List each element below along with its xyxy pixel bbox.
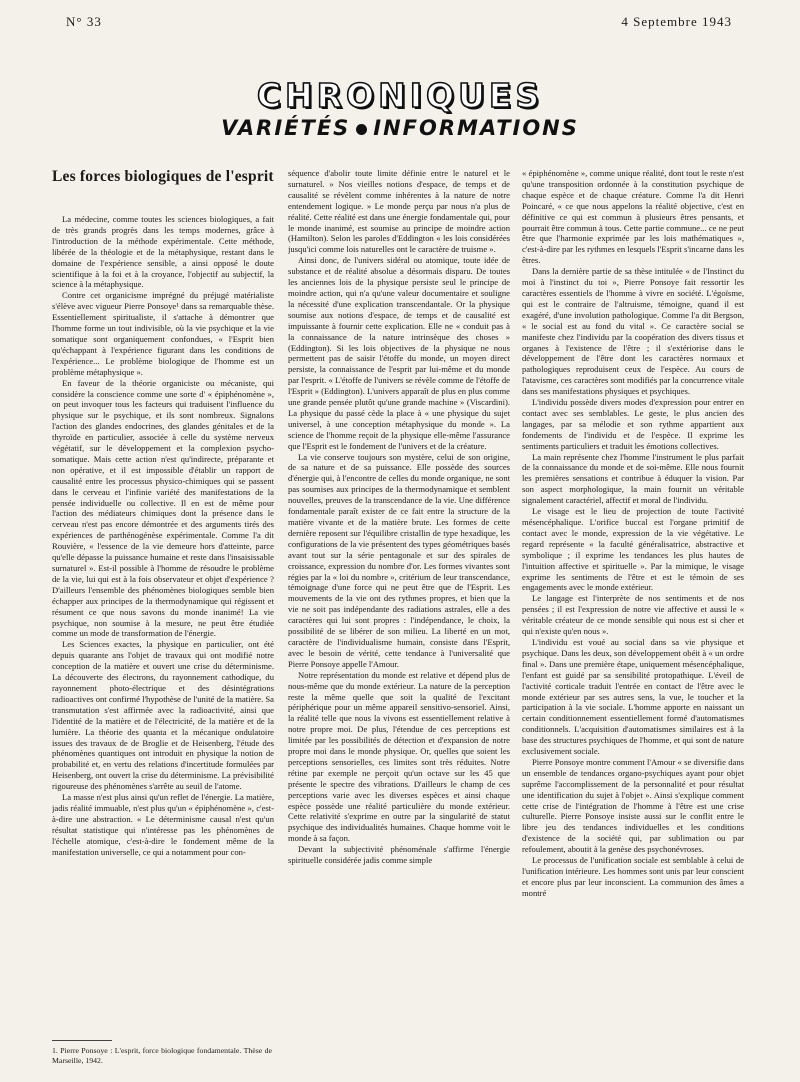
paragraph: La vie conserve toujours son mystère, celui de son origine, de sa nature et de sa puissance. Elle possède des sources d'énergie qui, à l'encontre de celles du monde organique, ne sont pas soumises aux principes de la thermodynamique et semblent nouvelles, preuves de la transcendance de la vie. Une différence fondamentale paraît exister de ce fait entre la structure de la matière vivante et de la matière brute. Les formes de cette dernière reposent sur l'équilibre cristallin de type hexadique, les configurations de la vie présentent des types géométriques basés avant tout sur la série pentagonale et sur des spirales de croissance, expression du nombre d'or. Les formes vivantes sont régies par la « loi du nombre », critérium de leur transcendance, témoignage d'une force qui ne peut être que de l'Esprit. Les mouvements de la vie ont des rythmes propres, et bien que la vie ne soit pas indépendante des radiations astrales, elle a des caractères qui lui sont propres : l'indépendance, le choix, la possibilité de se libérer de son milieu. La liberté en un mot, caractère de l'individualisme humain, consiste dans l'Esprit, avec le besoin de vérité, cette tendance à l'universalité que Pierre Ponsoye appelle l'Amour. (288, 451, 510, 669)
paragraph: La médecine, comme toutes les sciences biologiques, a fait de très grands progrès dans les temps modernes, grâce à l'introduction de la méthode expérimentale. Cette méthode, libérée de la théologie et de la métaphysique, restant dans le domaine de l'expérience sensible, a ainsi opposé le doute scientifique à la foi et à la croyance, l'objectif au subjectif, la science à la métaphysique. (52, 214, 274, 290)
paragraph: Pierre Ponsoye montre comment l'Amour « se diversifie dans un ensemble de tendances organo-psychiques ayant pour objet suprême l'accomplissement de la personnalité et pour résultat une identification du sujet à l'objet ». Ainsi s'explique comment cette crise de l'intégration de l'homme à l'être est une crise culturelle. Pierre Ponsoye insiste aussi sur le conflit entre le libre jeu des tendances individuelles et les conditions d'existence de la société qui, par sublimation ou par refoulement, aboutit à la genèse des psychonévroses. (522, 756, 744, 855)
paragraph: Devant la subjectivité phénoménale s'affirme l'énergie spirituelle considérée jadis comme simple (288, 844, 510, 866)
footnote (52, 1040, 272, 1066)
article-column-2 (288, 168, 510, 1058)
paragraph: Les Sciences exactes, la physique en particulier, ont été depuis quarante ans l'objet de travaux qui ont modifié notre conception de la matière et ouvert une crise du déterminisme. La découverte des électrons, du rayonnement cathodique, du rayonnement photo-électrique et des désintégrations radioactives ont confirmé l'hypothèse de l'unité de la matière. Sa transmutation s'est affirmée avec la radioactivité, ainsi que l'identité de la matière et de l'électricité, de la matière et de la lumière. La théorie des quanta et la mécanique ondulatoire issues des travaux de de Broglie et de Heisenberg, l'étude des phénomènes quantiques ont introduit en physique la notion de probabilité et, en vertu des relations d'incertitude formulées par Heisenberg, ont ouvert la crise du déterminisme. La prévisibilité rigoureuse des phénomènes s'arrête au seuil de l'atome. (52, 639, 274, 792)
paragraph: En faveur de la théorie organiciste ou mécaniste, qui considère la conscience comme une sorte d' « épiphénomène », on peut invoquer tous les facteurs qui traduisent l'influence du physique sur le psychique, et ils sont nombreux. Signalons l'action des glandes endocrines, des glandes génitales et de la thyroïde en particulier, associée à celle du système nerveux végétatif, sur le développement et la complexion psycho-somatique. Mais cette action n'est qu'indirecte, préparante et non opérative, et il est impossible d'établir un rapport de causalité entre les processus physico-chimiques qui se passent dans le cerveau et l'infinie variété des manifestations de la pensée individuelle ou collective. Il en est de même pour l'action des médiateurs chimiques dont la présence dans le cerveau n'est pas encore démontrée et des arguments tirés des expériences de parthénogénèse expérimentale. Comme l'a dit Rouvière, « l'essence de la vie demeure hors d'atteinte, parce qu'elle dépasse la puissance humaine et reste dans l'insaisissable surnaturel ». Est-il possible à l'homme de résoudre le problème de la vie, lui qui est à la fois observateur et objet d'expérience ? D'ailleurs l'ensemble des phénomènes biologiques semble bien échapper aux principes de la thermodynamique qui régissent et résument ce que nous savons du monde inanimé! La vie psychique, non soumise à la mesure, ne peut être étudiée comme un mode de transformation de l'énergie. (52, 377, 274, 639)
paragraph: Le processus de l'unification sociale est semblable à celui de l'unification intérieure. Les hommes sont unis par leur conscient et encore plus par leur inconscient. La communion des âmes a montré (522, 855, 744, 898)
paragraph: La main représente chez l'homme l'instrument le plus parfait de la connaissance du monde et de soi-même. Elle nous fournit les premières sensations et contribue à éduquer la vision. Par son aspect morphologique, la main fournit un véritable signalement caractériel, affectif et moral de l'individu. (522, 451, 744, 506)
paragraph: La masse n'est plus ainsi qu'un reflet de l'énergie. La matière, jadis réalité immuable, n'est plus qu'un « épiphénomène », c'est-à-dire une abstraction. « Le déterminisme causal n'est qu'un résultat statistique qui n'intéresse pas les phénomènes de l'échelle atomique, c'est-à-dire le fondement même de la manifestation universelle, ce qui a notamment pour con- (52, 792, 274, 857)
article-column-1 (52, 168, 274, 1058)
paragraph: L'individu possède divers modes d'expression pour entrer en contact avec ses semblables. Le geste, le plus ancien des langages, par sa mélodie et son rythme appartient aux fondements de l'individu et de l'espèce. Il exprime les sentiments particuliers et traduit les émotions collectives. (522, 397, 744, 451)
footnote-divider (52, 1040, 112, 1041)
paragraph: Ainsi donc, de l'univers sidéral ou atomique, toute idée de substance et de réalité absolue a désormais disparu. De toutes les anciennes lois de la physique persiste seul le principe de moindre action, qui n'a qu'une valeur documentaire et souligne la nécessité d'une explication transcendantale. Or la physique soumise aux notions d'espace, de temps et de causalité est impuissante à fournir cette explication. Elle ne « conduit pas à la connaissance de la nature intrinsèque des choses » (Eddington). Si les lois objectives de la physique ne nous permettent pas de saisir l'étoffe du monde, un moyen direct persiste, la connaissance de l'esprit par lui-même et du monde par l'esprit. « L'étoffe de l'univers se révèle comme de l'étoffe de l'Esprit » (Eddington). L'univers apparaît de plus en plus comme une grande pensée plutôt qu'une grande machine » (Viscardini). La physique du passé cède la place à « une physique du sujet universel, à une conception métaphysique du monde ». La science de l'homme reçoit de la physique elle-même l'assurance que l'Esprit est le fondement de l'univers et de la créature. (288, 255, 510, 451)
paragraph: L'individu est voué au social dans sa vie physique et psychique. Dans les deux, son développement obéit à « un ordre final ». Dans une première étape, uniquement mésencéphalique, l'enfant est guidé par sa sensibilité protopathique. L'éveil de l'activité corticale traduit l'entrée en contact de l'être avec le monde extérieur par ses autres sens, la vue, le toucher et la participation à la vie sociale. L'homme apporte en naissant un certain conditionnement essentiellement formé d'automatismes conditionnels. L'acquisition d'automatismes similaires est à la base des structures psychiques de l'homme, et qui sont de nature exclusivement sociale. (522, 636, 744, 757)
paragraph: Notre représentation du monde est relative et dépend plus de nous-même que du monde extérieur. La nature de la perception reste la même quelle que soit la qualité de l'excitant périphérique pour un même appareil sensitivo-sensoriel. Ainsi, la réalité telle que nous la vivons est essentiellement relative à notre propre moi. De plus, l'étendue de ces perceptions est limitée par les possibilités de détection et d'expansion de notre propre moi dans le monde physique. Or, quelles que soient les perceptions sensorielles, ces limites sont très réduites. Notre rétine par exemple ne perçoit qu'un octave sur les 45 que présente le spectre des vibrations. D'ailleurs le champ de ces perceptions varie avec les diverses espèces et ainsi chaque espèce possède une réalité particulière du monde extérieur. Cette relativité s'exprime en outre par la singularité de statut psychique des individualités humaines. Chaque homme voit le monde à sa façon. (288, 669, 510, 844)
bullet-dot-icon (356, 124, 367, 135)
issue-date: 4 Septembre 1943 (621, 14, 732, 29)
paragraph: Contre cet organicisme imprégné du préjugé matérialiste s'élève avec vigueur Pierre Ponsoye¹ dans sa remarquable thèse. Essentiellement spiritualiste, il s'attache à démontrer que l'homme forme un tout indivisible, où la vie psychique et la vie somatique sont organiquement confondues, « l'Esprit bien qu'échappant à l'expérience figurant dans les conditions de l'expérience... Le problème biologique de l'homme est un problème métaphysique ». (52, 290, 274, 377)
paragraph: « épiphénomène », comme unique réalité, dont tout le reste n'est qu'une transposition ordonnée à la constitution psychique de chaque espèce et de chaque créature. Comme l'a dit Henri Poincaré, « ce que nous appelons la réalité objective, c'est en définitive ce qui est commun à plusieurs êtres pensants, et pourrait être commun à tous. Cette partie commune... ce ne peut être que l'harmonie exprimée par les lois mathématiques », c'est-à-dire par les rythmes en lesquels l'Esprit s'incarne dans les êtres. (522, 168, 744, 266)
masthead-informations: INFORMATIONS (373, 116, 579, 140)
article-title: Les forces biologiques de l'esprit (52, 168, 274, 185)
paragraph: séquence d'abolir toute limite définie entre le naturel et le surnaturel. » Nos vieilles notions d'espace, de temps et de causalité se révèlent comme inhérentes à la nature de notre entendement logique. » Le monde perçu par nous n'a plus de réalité. Cette réalité est dans une énergie fondamentale qui, pour le monde inanimé, est soumise au principe de moindre action (Hamilton). Selon les paroles d'Eddington « les lois considérées jusqu'ici comme lois naturelles ont le caractère de truisme ». (288, 168, 510, 255)
article-column-3 (522, 168, 744, 1058)
paragraph: Le langage est l'interprète de nos sentiments et de nos pensées ; il est l'expression de notre vie affective et aussi le « véritable créateur de ce monde sensible qui nous est si cher et qui n'existe qu'en nous ». (522, 593, 744, 637)
masthead-title: CHRONIQUES (256, 76, 544, 115)
footnote-text: 1. Pierre Ponsoye : L'esprit, force biologique fondamentale. Thèse de Marseille, 1942. (52, 1046, 272, 1065)
paragraph: Dans la dernière partie de sa thèse intitulée « de l'Instinct du moi à l'instinct du toi », Pierre Ponsoye fait ressortir les caractères essentiels de l'homme à vivre en société. L'égoïsme, qui est le contraire de l'altruisme, témoigne, quand il est exagéré, d'une involution pathologique. Comme l'a dit Bergson, « le social est au fond du vital ». Ce caractère social se manifeste chez l'individu par la coopération des divers tissus et organes à l'existence de l'être ; il s'extériorise dans le développement de l'être dont les caractères normaux et pathologiques reproduisent ceux de l'espèce. Au cours de l'atavisme, ces caractères sont modifiés par la concurrence vitale dans ses manifestations physiques et psychiques. (522, 266, 744, 397)
issue-number: N° 33 (66, 14, 102, 29)
paragraph: Le visage est le lieu de projection de toute l'activité mésencéphalique. L'orifice buccal est l'organe primitif de contact avec le monde, expression de la vie végétative. Le regard représente « la faculté généralisatrice, abstractive et symbolique ; il exprime les tendances les plus hautes de l'intuition affective et spirituelle ». Par la mimique, le visage exprime les sentiments de l'être et est le témoin de ses engagements avec le monde extérieur. (522, 506, 744, 593)
masthead-varietes: VARIÉTÉS (221, 116, 351, 140)
masthead-subtitle (0, 116, 800, 140)
